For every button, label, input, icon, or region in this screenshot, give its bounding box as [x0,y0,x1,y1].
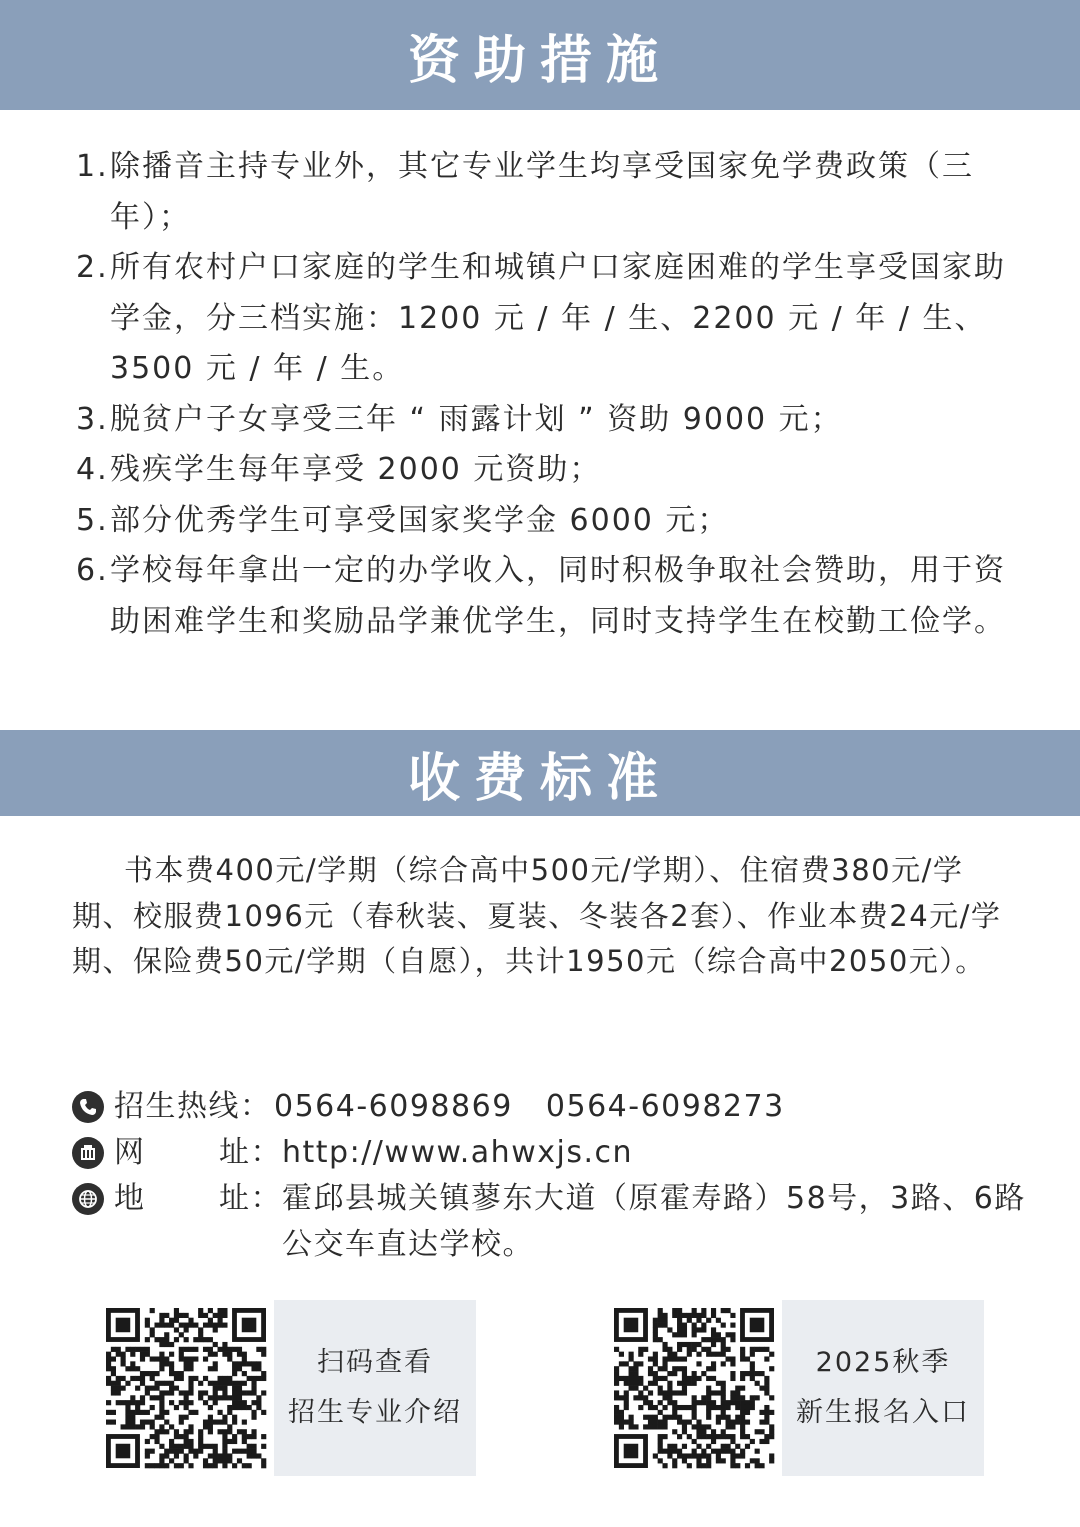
address-text: 霍邱县城关镇蓼东大道（原霍寿路）58号，3路、6路公交车直达学校。 [282,1181,1026,1262]
list-item-text: 所有农村户口家庭的学生和城镇户口家庭困难的学生享受国家助学金，分三档实施：1200 元 / 年 / 生、2200 元 / 年 / 生、3500 元 / 年 / 生。 [110,250,1006,386]
website-label [114,1130,282,1176]
aid-measures-list [76,142,1016,647]
building-icon [72,1137,104,1169]
qr-code-majors[interactable] [98,1300,274,1476]
qr-caption-line2: 新生报名入口 [796,1397,970,1428]
aid-section-banner [0,0,1080,110]
list-item-number: 1. [76,149,109,184]
fees-description: 书本费400元/学期（综合高中500元/学期）、住宿费380元/学期、校服费1096元（春秋装、夏装、冬装各2套）、作业本费24元/学期、保险费50元/学期（自愿），共计1950元（综合高中2050元）。 [72,853,1002,978]
list-item-text: 部分优秀学生可享受国家奖学金 6000 元； [110,502,730,538]
qr-code-registration[interactable] [606,1300,782,1476]
address-label [114,1176,282,1222]
qr-caption-line2: 招生专业介绍 [288,1397,462,1428]
phone-icon [72,1091,104,1123]
globe-icon [72,1183,104,1215]
address-label-a: 地 [114,1181,146,1216]
contact-info [72,1084,1032,1268]
qr-caption [274,1300,476,1476]
qr-caption-line1: 2025秋季 [815,1347,951,1378]
list-item [76,142,1016,243]
website-row [72,1130,1032,1176]
list-item [76,496,1016,547]
list-item-number: 6. [76,553,109,588]
qr-caption-line1: 扫码查看 [317,1347,433,1378]
website-link[interactable]: http://www.ahwxjs.cn [282,1135,633,1170]
hotline-row [72,1084,1032,1130]
list-item-number: 4. [76,452,109,487]
qr-card-registration[interactable] [606,1300,984,1476]
list-item-text: 学校每年拿出一定的办学收入，同时积极争取社会赞助，用于资助困难学生和奖励品学兼优学生，同时支持学生在校勤工俭学。 [110,553,1006,639]
address-label-b: 址： [219,1181,282,1216]
list-item-text: 除播音主持专业外，其它专业学生均享受国家免学费政策（三年）； [110,149,974,235]
list-item-number: 3. [76,401,109,437]
fees-section-banner [0,730,1080,816]
list-item-number: 5. [76,502,109,538]
hotline-label: 招生热线： [114,1089,272,1124]
aid-section-title: 资助措施 [407,30,672,91]
website-label-b: 址： [219,1135,282,1170]
website-label-a: 网 [114,1135,146,1170]
list-item-text: 残疾学生每年享受 2000 元资助； [110,452,602,487]
qr-caption [782,1300,984,1476]
list-item-text: 脱贫户子女享受三年 “ 雨露计划 ” 资助 9000 元； [110,401,843,437]
list-item [76,395,1016,446]
fees-section-title: 收费标准 [407,748,672,809]
address-row [72,1176,1032,1268]
list-item [76,243,1016,395]
list-item [76,546,1016,647]
hotline-numbers[interactable]: 0564-6098869 0564-6098273 [274,1089,785,1124]
list-item [76,445,1016,496]
qr-card-majors[interactable] [98,1300,476,1476]
list-item-number: 2. [76,250,109,285]
